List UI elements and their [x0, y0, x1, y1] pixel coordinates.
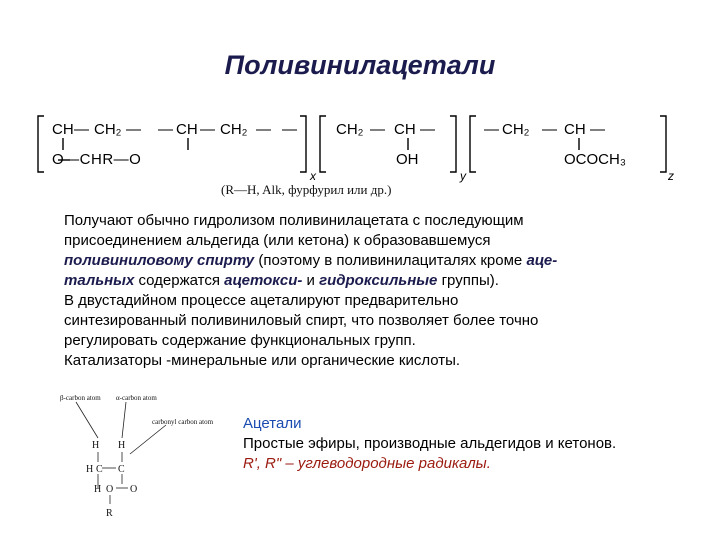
text-line: В двустадийном процессе ацеталируют предварительно — [64, 292, 459, 309]
svg-text:—: — — [158, 121, 173, 138]
chain-ch2-4: CH₂ — [502, 121, 530, 138]
svg-text:—: — — [126, 121, 141, 138]
ring-group: O—CHR—O — [52, 151, 142, 168]
svg-text:H: H — [118, 440, 126, 451]
chain-ch-2: CH — [176, 121, 198, 138]
svg-text:—: — — [542, 121, 557, 138]
carbonyl-structure-diagram — [56, 392, 226, 522]
svg-text:—: — — [74, 121, 89, 138]
svg-text:C: C — [96, 464, 103, 475]
svg-text:—: — — [420, 121, 435, 138]
text-line: регулировать содержание функциональных групп. — [64, 332, 416, 349]
emphasis-term: аце- — [526, 252, 558, 269]
text-line: Получают обычно гидролизом поливинилацетата с последующим — [64, 212, 524, 229]
text-line: присоединением альдегида (или кетона) к образовавшемуся — [64, 232, 491, 249]
chain-ch2-3: CH₂ — [336, 121, 364, 138]
chain-ch2-1: CH₂ — [94, 121, 122, 138]
text-line: поливиниловому спирту (поэтому в поливинилациталях кроме аце- — [64, 252, 558, 269]
svg-text:C: C — [118, 464, 125, 475]
acetal-definition — [243, 414, 616, 474]
emphasis-term: поливиниловому спирту — [64, 252, 255, 269]
svg-text:H: H — [94, 484, 102, 495]
chain-ch-1: CH — [52, 121, 74, 138]
beta-carbon-label: β-carbon atom — [60, 394, 101, 402]
svg-text:R: R — [106, 508, 113, 519]
subscript-x: x — [310, 169, 316, 183]
svg-text:O: O — [106, 484, 114, 495]
svg-text:—: — — [590, 121, 605, 138]
svg-text:—: — — [282, 121, 297, 138]
hydroxyl-group: OH — [396, 151, 419, 168]
svg-text:H: H — [92, 440, 100, 451]
alpha-carbon-label: α-carbon atom — [116, 394, 157, 402]
subscript-z: z — [668, 169, 674, 183]
emphasis-term: тальных — [64, 272, 135, 289]
radicals-note: R', R" – углеводородные радикалы. — [243, 455, 491, 472]
formula-note: (R—H, Alk, фурфурил или др.) — [221, 182, 392, 197]
acetal-description: Простые эфиры, производные альдегидов и кетонов. — [243, 435, 617, 452]
svg-text:H: H — [86, 464, 94, 475]
acetate-group: OCOCH₃ — [564, 151, 626, 168]
svg-text:—: — — [200, 121, 215, 138]
chain-ch-3: CH — [394, 121, 416, 138]
svg-text:O: O — [130, 484, 138, 495]
subscript-y: y — [460, 169, 466, 183]
acetal-heading: Ацетали — [243, 415, 302, 432]
page-title: Поливинилацетали — [224, 50, 496, 80]
svg-text:—: — — [256, 121, 271, 138]
text-line: синтезированный поливиниловый спирт, что позволяет более точно — [64, 312, 539, 329]
emphasis-term: гидроксильные — [319, 272, 438, 289]
carbonyl-carbon-label: carbonyl carbon atom — [152, 418, 214, 426]
chain-ch2-2: CH₂ — [220, 121, 248, 138]
svg-text:—: — — [370, 121, 385, 138]
emphasis-term: ацетокси- — [224, 272, 303, 289]
svg-text:—: — — [484, 121, 499, 138]
polymer-formula — [34, 108, 674, 188]
chain-ch-4: CH — [564, 121, 586, 138]
description-text — [64, 211, 689, 371]
text-line: Катализаторы -минеральные или органические кислоты. — [64, 352, 461, 369]
text-line: тальных содержатся ацетокси- и гидроксильные группы). — [64, 272, 499, 289]
